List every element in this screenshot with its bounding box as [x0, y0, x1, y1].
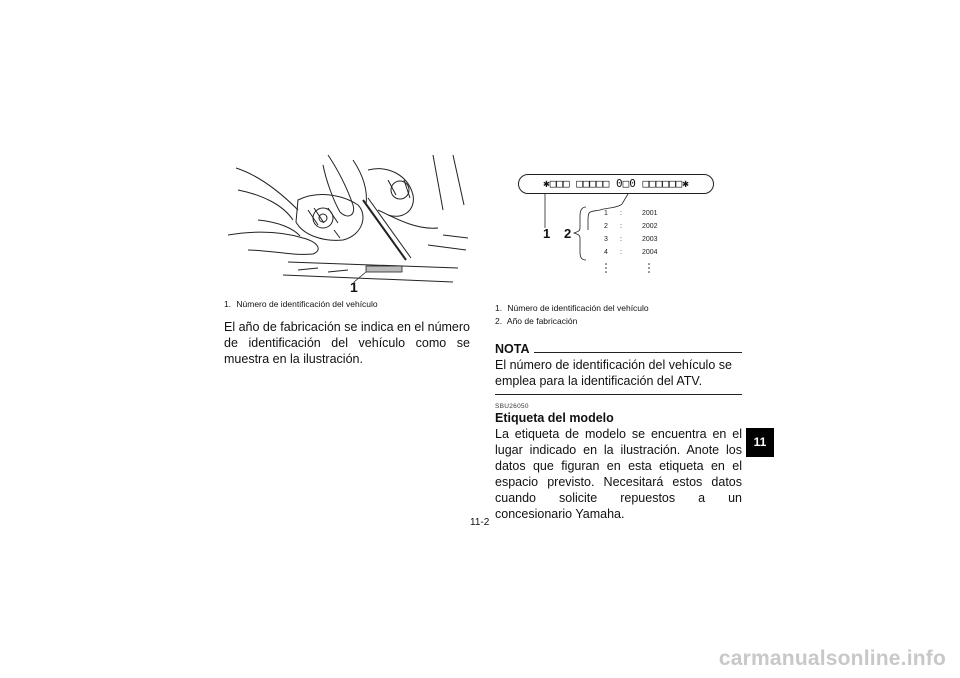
- model-label-section: [495, 403, 742, 522]
- right-captions: [495, 302, 745, 328]
- watermark: carmanualsonline.info: [718, 647, 946, 670]
- left-caption-number: 1.: [224, 299, 232, 309]
- section-heading: Etiqueta del modelo: [495, 411, 614, 425]
- year-row: 3 : 2003: [604, 236, 658, 243]
- section-text: La etiqueta de modelo se encuentra en el lugar indicado en la ilustración. Anote los datos que figuran en esta etiqueta en el espacio previsto. Necesitará estos datos cuando solicite repuestos a un concesionario Yamaha.: [495, 427, 742, 521]
- year-table: [604, 210, 684, 281]
- nota-title: NOTA: [495, 342, 530, 356]
- page-number: 11-2: [470, 517, 490, 528]
- callout-1: 1: [543, 226, 551, 241]
- vehicle-illustration: [228, 150, 468, 298]
- vin-chars-left: ✱□□□ □□□□□ 0: [543, 177, 623, 190]
- nota-bottom-rule: [495, 394, 742, 395]
- vin-chars-mid: □: [622, 177, 630, 190]
- left-caption: [224, 298, 474, 311]
- right-caption-2: 2. Año de fabricación: [495, 316, 578, 326]
- year-row: 2 : 2002: [604, 223, 658, 230]
- id-plate: [366, 266, 402, 272]
- continuation-dots: [604, 262, 684, 276]
- vin-chars-right: 0 □□□□□□✱: [629, 177, 689, 190]
- nota-rule: [534, 352, 743, 353]
- callout-2: 2: [564, 226, 572, 241]
- chapter-tab: 11: [746, 428, 774, 457]
- nota-block: [495, 342, 742, 395]
- nota-text: El número de identificación del vehículo se emplea para la identificación del ATV.: [495, 358, 732, 388]
- figure-callout-1: 1: [350, 279, 358, 295]
- year-row: 4 : 2004: [604, 249, 658, 256]
- section-code: SBU26050: [495, 403, 529, 410]
- year-row: 1 : 2001: [604, 210, 658, 217]
- vehicle-illustration-svg: [228, 150, 468, 298]
- right-caption-1: 1. Número de identificación del vehículo: [495, 303, 649, 313]
- left-paragraph: El año de fabricación se indica en el número de identificación del vehículo como se muestra en la ilustración.: [224, 320, 470, 366]
- left-caption-text: Número de identificación del vehículo: [236, 299, 378, 309]
